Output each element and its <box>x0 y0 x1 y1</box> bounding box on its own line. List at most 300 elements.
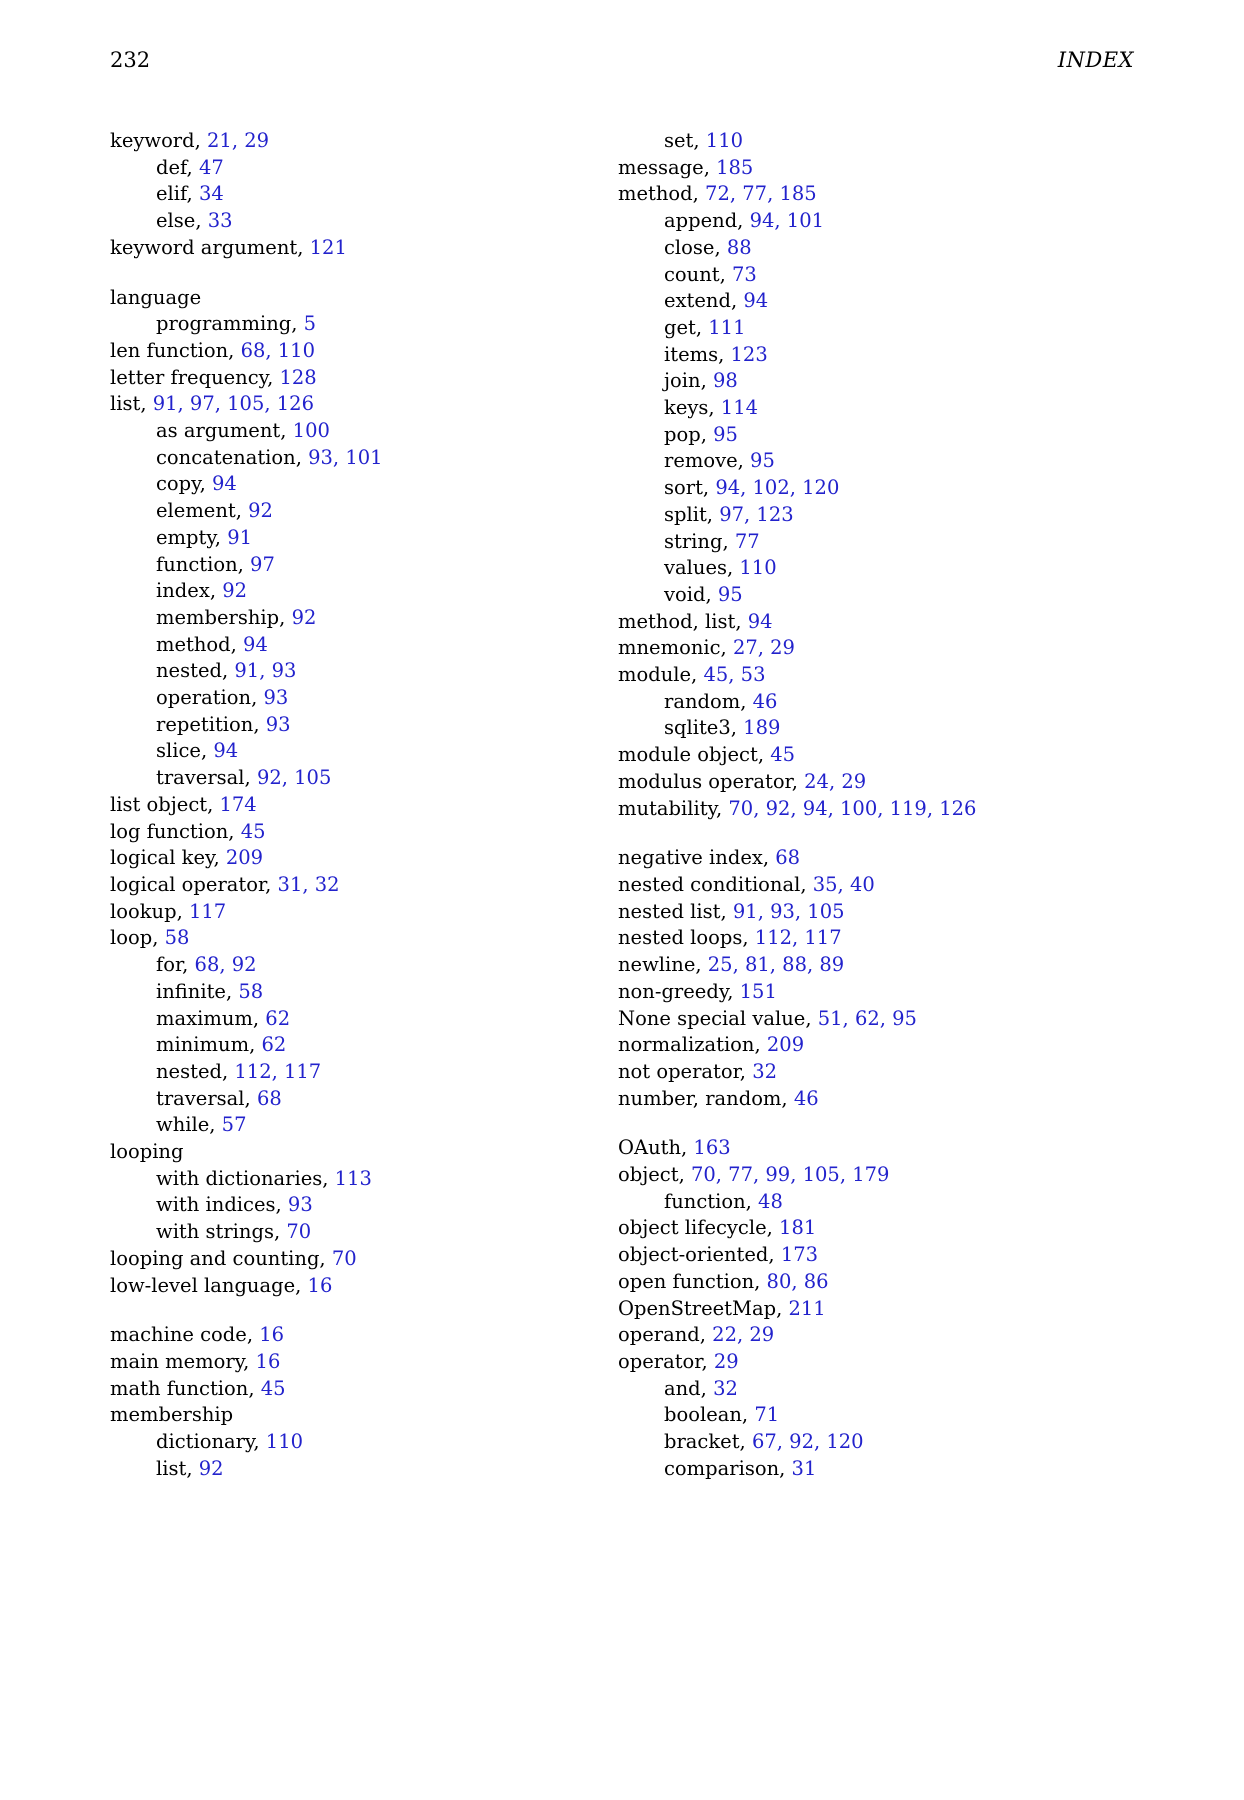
index-subentry <box>110 1112 570 1139</box>
entry-group-gap <box>110 262 570 285</box>
entry-page-numbers[interactable]: 29 <box>713 1349 739 1373</box>
entry-page-numbers[interactable]: 112, 117 <box>754 926 842 950</box>
entry-page-numbers[interactable]: 151 <box>739 979 777 1003</box>
index-subentry <box>618 582 1078 609</box>
entry-page-numbers[interactable]: 91, 93 <box>234 659 297 683</box>
entry-term: pop, <box>664 422 714 446</box>
entry-term: OpenStreetMap, <box>618 1296 789 1320</box>
index-subentry <box>618 448 1078 475</box>
entry-page-numbers[interactable]: 27, 29 <box>732 636 795 660</box>
entry-page-numbers[interactable]: 91 <box>227 525 253 549</box>
entry-page-numbers[interactable]: 5 <box>303 312 317 336</box>
entry-page-numbers[interactable]: 35, 40 <box>812 872 875 896</box>
entry-term: set, <box>664 129 706 152</box>
entry-page-numbers[interactable]: 92 <box>222 579 248 603</box>
index-entry <box>110 1246 570 1273</box>
entry-term: number, random, <box>618 1086 794 1110</box>
index-subentry <box>110 471 570 498</box>
index-entry <box>110 235 570 262</box>
entry-term: method, <box>618 182 706 206</box>
entry-term: non-greedy, <box>618 979 740 1003</box>
entry-term: with strings, <box>156 1220 287 1244</box>
entry-term: module object, <box>618 743 771 767</box>
index-subentry <box>618 1402 1078 1429</box>
entry-page-numbers[interactable]: 32 <box>752 1059 778 1083</box>
entry-term: sqlite3, <box>664 716 744 740</box>
entry-page-numbers[interactable]: 113 <box>334 1166 372 1190</box>
entry-page-numbers[interactable]: 93 <box>287 1193 313 1217</box>
entry-term: as argument, <box>156 419 293 443</box>
entry-term: elif, <box>156 182 199 206</box>
index-entry <box>618 925 1078 952</box>
entry-term: nested, <box>156 659 235 683</box>
index-subentry <box>618 502 1078 529</box>
entry-term: index, <box>156 579 223 603</box>
index-entry <box>110 391 570 418</box>
index-entry <box>618 155 1078 182</box>
index-entry <box>110 1273 570 1300</box>
entry-term: logical key, <box>110 846 226 870</box>
entry-page-numbers[interactable]: 68 <box>775 846 801 870</box>
index-subentry <box>110 952 570 979</box>
entry-term: comparison, <box>664 1456 792 1480</box>
entry-term: keyword argument, <box>110 235 310 259</box>
entry-term: dictionary, <box>156 1430 266 1454</box>
index-subentry <box>110 1059 570 1086</box>
entry-term: close, <box>664 235 727 259</box>
entry-page-numbers[interactable]: 62 <box>261 1033 287 1057</box>
entry-term: programming, <box>156 312 304 336</box>
entry-page-numbers[interactable]: 94, 101 <box>749 209 825 233</box>
entry-page-numbers[interactable]: 77 <box>734 529 760 553</box>
index-entry <box>110 819 570 846</box>
entry-term: loop, <box>110 926 165 950</box>
index-subentry <box>618 689 1078 716</box>
index-subentry <box>618 475 1078 502</box>
index-entry <box>618 1032 1078 1059</box>
entry-term: count, <box>664 262 733 286</box>
index-subentry <box>618 715 1078 742</box>
entry-term: function, <box>664 1189 759 1213</box>
index-subentry <box>110 1032 570 1059</box>
entry-term: function, <box>156 552 251 576</box>
entry-page-numbers[interactable]: 22, 29 <box>712 1323 775 1347</box>
index-entry <box>618 1242 1078 1269</box>
index-entry <box>110 872 570 899</box>
entry-term: log function, <box>110 819 241 843</box>
entry-term: bracket, <box>664 1430 752 1454</box>
index-subentry <box>618 315 1078 342</box>
entry-term: letter frequency, <box>110 365 280 389</box>
index-entry <box>110 1349 570 1376</box>
index-subentry <box>110 685 570 712</box>
entry-term: mnemonic, <box>618 636 733 660</box>
entry-term: nested, <box>156 1059 235 1083</box>
index-entry <box>110 1139 570 1166</box>
index-entry <box>110 792 570 819</box>
index-subentry <box>110 1192 570 1219</box>
entry-page-numbers[interactable]: 181 <box>779 1216 817 1240</box>
index-subentry <box>110 658 570 685</box>
entry-page-numbers[interactable]: 114 <box>720 396 759 420</box>
index-subentry <box>618 128 1078 155</box>
index-subentry <box>618 1189 1078 1216</box>
entry-page-numbers[interactable]: 94 <box>213 739 239 763</box>
entry-term: while, <box>156 1113 222 1137</box>
entry-term: len function, <box>110 338 241 362</box>
entry-term: boolean, <box>664 1403 755 1427</box>
index-entry <box>618 1296 1078 1323</box>
entry-page-numbers[interactable]: 72, 77, 185 <box>705 182 817 206</box>
entry-page-numbers[interactable]: 117 <box>188 899 227 923</box>
entry-page-numbers[interactable]: 94 <box>743 289 769 313</box>
index-subentry <box>110 208 570 235</box>
entry-page-numbers[interactable]: 32 <box>713 1376 738 1400</box>
entry-page-numbers[interactable]: 51, 62, 95 <box>817 1006 917 1030</box>
index-entry <box>110 1402 570 1429</box>
index-entry <box>110 899 570 926</box>
entry-term: modulus operator, <box>618 769 805 793</box>
entry-page-numbers[interactable]: 209 <box>766 1033 805 1057</box>
index-entry <box>618 662 1078 689</box>
index-subentry <box>618 1376 1078 1403</box>
entry-page-numbers[interactable]: 46 <box>793 1086 819 1110</box>
entry-term: method, <box>156 632 244 656</box>
entry-page-numbers[interactable]: 92 <box>291 605 317 629</box>
index-subentry <box>110 1086 570 1113</box>
index-subentry <box>110 738 570 765</box>
entry-page-numbers[interactable]: 209 <box>225 846 264 870</box>
entry-page-numbers[interactable]: 31 <box>791 1456 817 1480</box>
entry-page-numbers[interactable]: 16 <box>259 1323 285 1347</box>
index-entry <box>618 952 1078 979</box>
entry-page-numbers[interactable]: 163 <box>693 1136 731 1160</box>
entry-term: operation, <box>156 686 264 710</box>
entry-term: def, <box>156 155 199 179</box>
entry-page-numbers[interactable]: 94 <box>243 632 268 656</box>
index-entry <box>618 1349 1078 1376</box>
entry-page-numbers[interactable]: 48 <box>758 1189 783 1213</box>
entry-term: negative index, <box>618 846 776 870</box>
entry-term: message, <box>618 155 717 179</box>
entry-term: machine code, <box>110 1323 260 1347</box>
entry-page-numbers[interactable]: 70, 92, 94, 100, 119, 126 <box>728 796 977 820</box>
index-entry <box>618 796 1078 823</box>
index-entry <box>618 769 1078 796</box>
entry-term: extend, <box>664 289 744 313</box>
index-subentry <box>618 1429 1078 1456</box>
entry-page-numbers[interactable]: 111 <box>708 315 746 339</box>
entry-term: open function, <box>618 1269 767 1293</box>
entry-term: None special value, <box>618 1006 818 1030</box>
index-entry <box>110 338 570 365</box>
index-subentry <box>110 1006 570 1033</box>
index-entry <box>618 979 1078 1006</box>
entry-page-numbers[interactable]: 34 <box>198 182 224 206</box>
entry-term: OAuth, <box>618 1136 694 1160</box>
entry-term: looping and counting, <box>110 1246 332 1270</box>
entry-term: nested list, <box>618 899 733 923</box>
index-entry <box>618 635 1078 662</box>
index-entry <box>618 899 1078 926</box>
index-subentry <box>618 529 1078 556</box>
entry-term: main memory, <box>110 1349 256 1373</box>
entry-term: split, <box>664 502 720 526</box>
entry-term: not operator, <box>618 1059 753 1083</box>
entry-term: values, <box>664 556 740 580</box>
index-subentry <box>110 155 570 182</box>
index-entry <box>110 365 570 392</box>
entry-page-numbers[interactable]: 128 <box>279 365 317 389</box>
entry-term: membership <box>110 1403 234 1427</box>
index-subentry <box>618 235 1078 262</box>
entry-page-numbers[interactable]: 121 <box>309 235 347 259</box>
index-subentry <box>110 1219 570 1246</box>
entry-term: membership, <box>156 605 292 629</box>
entry-page-numbers[interactable]: 94 <box>747 609 773 633</box>
entry-page-numbers[interactable]: 173 <box>780 1243 819 1267</box>
entry-term: method, list, <box>618 609 748 633</box>
index-subentry <box>110 1456 570 1483</box>
index-entry <box>618 609 1078 636</box>
entry-page-numbers[interactable]: 68, 92 <box>194 953 257 977</box>
entry-page-numbers[interactable]: 123 <box>730 342 768 366</box>
entry-group-gap <box>618 1112 1078 1135</box>
entry-page-numbers[interactable]: 88 <box>726 235 752 259</box>
entry-term: else, <box>156 209 208 233</box>
index-entry <box>618 1135 1078 1162</box>
entry-page-numbers[interactable]: 100 <box>292 419 330 443</box>
page-title: INDEX <box>1057 48 1134 72</box>
entry-term: list object, <box>110 792 220 816</box>
entry-page-numbers[interactable]: 68 <box>256 1086 282 1110</box>
entry-term: element, <box>156 499 249 523</box>
entry-page-numbers[interactable]: 57 <box>221 1113 247 1137</box>
entry-term: sort, <box>664 476 716 500</box>
entry-page-numbers[interactable]: 110 <box>265 1430 304 1454</box>
entry-page-numbers[interactable]: 92 <box>198 1456 224 1480</box>
index-entry <box>110 845 570 872</box>
index-subentry <box>110 498 570 525</box>
index-subentry <box>618 368 1078 395</box>
entry-term: low-level language, <box>110 1273 308 1297</box>
index-entry <box>110 1322 570 1349</box>
index-subentry <box>618 395 1078 422</box>
entry-page-numbers[interactable]: 80, 86 <box>766 1269 829 1293</box>
entry-page-numbers[interactable]: 97 <box>250 552 275 576</box>
entry-page-numbers[interactable]: 95 <box>713 422 738 446</box>
index-subentry <box>110 1166 570 1193</box>
index-entry <box>618 1215 1078 1242</box>
index-entry <box>618 872 1078 899</box>
index-subentry <box>110 1429 570 1456</box>
page-header <box>110 48 1134 72</box>
entry-page-numbers[interactable]: 70 <box>286 1220 312 1244</box>
entry-term: copy, <box>156 472 212 496</box>
entry-page-numbers[interactable]: 45 <box>240 819 266 843</box>
index-column-left <box>110 128 570 1482</box>
index-subentry <box>110 632 570 659</box>
entry-term: language <box>110 285 202 309</box>
entry-term: looping <box>110 1140 184 1164</box>
entry-term: object-oriented, <box>618 1243 781 1267</box>
entry-term: random, <box>664 689 753 713</box>
entry-page-numbers[interactable]: 21, 29 <box>207 129 270 152</box>
entry-group-gap <box>110 1299 570 1322</box>
entry-term: traversal, <box>156 1086 257 1110</box>
entry-term: empty, <box>156 525 228 549</box>
index-entry <box>110 1376 570 1403</box>
entry-term: keyword, <box>110 129 208 152</box>
entry-term: infinite, <box>156 979 239 1003</box>
entry-term: maximum, <box>156 1006 266 1030</box>
entry-term: items, <box>664 342 731 366</box>
entry-term: with indices, <box>156 1193 288 1217</box>
index-entry <box>618 1086 1078 1113</box>
page-number: 232 <box>110 48 151 72</box>
index-entry <box>618 1059 1078 1086</box>
entry-term: for, <box>156 953 195 977</box>
entry-page-numbers[interactable]: 67, 92, 120 <box>751 1430 864 1454</box>
entry-page-numbers[interactable]: 46 <box>752 689 778 713</box>
index-entry <box>110 128 570 155</box>
entry-page-numbers[interactable]: 95 <box>717 582 743 606</box>
entry-term: get, <box>664 315 709 339</box>
entry-term: object lifecycle, <box>618 1216 780 1240</box>
entry-page-numbers[interactable]: 45 <box>770 743 796 767</box>
index-subentry <box>110 311 570 338</box>
entry-page-numbers[interactable]: 45 <box>260 1376 286 1400</box>
index-subentry <box>110 552 570 579</box>
entry-page-numbers[interactable]: 93, 101 <box>308 445 383 469</box>
index-entry <box>618 845 1078 872</box>
entry-term: nested conditional, <box>618 872 813 896</box>
entry-page-numbers[interactable]: 73 <box>732 262 757 286</box>
entry-page-numbers[interactable]: 70 <box>331 1246 357 1270</box>
entry-term: traversal, <box>156 766 257 790</box>
index-subentry <box>110 445 570 472</box>
entry-term: nested loops, <box>618 926 755 950</box>
entry-term: minimum, <box>156 1033 262 1057</box>
index-subentry <box>110 765 570 792</box>
index-entry <box>618 742 1078 769</box>
index-subentry <box>110 712 570 739</box>
entry-term: object, <box>618 1163 691 1187</box>
entry-page-numbers[interactable]: 45, 53 <box>703 663 766 687</box>
entry-page-numbers[interactable]: 33 <box>207 209 233 233</box>
index-subentry <box>110 979 570 1006</box>
entry-page-numbers[interactable]: 185 <box>716 155 754 179</box>
entry-page-numbers[interactable]: 58 <box>164 926 190 950</box>
entry-page-numbers[interactable]: 95 <box>750 449 775 473</box>
entry-page-numbers[interactable]: 31, 32 <box>277 872 340 896</box>
entry-page-numbers[interactable]: 47 <box>198 155 224 179</box>
entry-term: void, <box>664 582 718 606</box>
entry-page-numbers[interactable]: 110 <box>705 129 744 152</box>
index-entry <box>618 1162 1078 1189</box>
index-subentry <box>110 181 570 208</box>
entry-page-numbers[interactable]: 189 <box>743 716 781 740</box>
entry-term: newline, <box>618 953 708 977</box>
entry-term: logical operator, <box>110 872 278 896</box>
entry-page-numbers[interactable]: 25, 81, 88, 89 <box>707 953 845 977</box>
entry-term: slice, <box>156 739 214 763</box>
entry-page-numbers[interactable]: 94 <box>211 472 237 496</box>
index-entry <box>618 1006 1078 1033</box>
entry-page-numbers[interactable]: 112, 117 <box>234 1059 322 1083</box>
entry-page-numbers[interactable]: 174 <box>219 792 257 816</box>
entry-page-numbers[interactable]: 70, 77, 99, 105, 179 <box>690 1163 890 1187</box>
entry-term: concatenation, <box>156 445 309 469</box>
entry-group-gap <box>618 822 1078 845</box>
entry-term: with dictionaries, <box>156 1166 335 1190</box>
entry-term: operator, <box>618 1349 714 1373</box>
entry-page-numbers[interactable]: 16 <box>255 1349 281 1373</box>
index-subentry <box>110 578 570 605</box>
entry-page-numbers[interactable]: 71 <box>754 1403 780 1427</box>
entry-term: normalization, <box>618 1033 767 1057</box>
index-entry <box>618 1322 1078 1349</box>
index-subentry <box>618 555 1078 582</box>
entry-page-numbers[interactable]: 93 <box>263 686 289 710</box>
entry-page-numbers[interactable]: 91, 93, 105 <box>732 899 845 923</box>
entry-page-numbers[interactable]: 24, 29 <box>804 769 867 793</box>
index-subentry <box>110 605 570 632</box>
entry-page-numbers[interactable]: 16 <box>307 1273 333 1297</box>
entry-page-numbers[interactable]: 110 <box>739 556 777 580</box>
index-subentry <box>618 262 1078 289</box>
entry-term: lookup, <box>110 899 189 923</box>
entry-page-numbers[interactable]: 97, 123 <box>719 502 794 526</box>
entry-page-numbers[interactable]: 92, 105 <box>256 766 332 790</box>
entry-term: math function, <box>110 1376 261 1400</box>
entry-term: remove, <box>664 449 751 473</box>
index-subentry <box>110 525 570 552</box>
index-entry <box>110 925 570 952</box>
index-subentry <box>618 422 1078 449</box>
entry-term: list, <box>156 1456 199 1480</box>
entry-term: and, <box>664 1376 714 1400</box>
entry-term: string, <box>664 529 735 553</box>
entry-term: join, <box>664 369 713 393</box>
index-entry <box>618 1269 1078 1296</box>
entry-page-numbers[interactable]: 58 <box>238 979 264 1003</box>
entry-page-numbers[interactable]: 62 <box>265 1006 291 1030</box>
index-subentry <box>618 288 1078 315</box>
entry-term: keys, <box>664 396 721 420</box>
index-entry <box>110 285 570 312</box>
index-column-right <box>618 128 1078 1482</box>
entry-term: list, <box>110 392 153 416</box>
entry-page-numbers[interactable]: 211 <box>788 1296 826 1320</box>
entry-page-numbers[interactable]: 98 <box>712 369 738 393</box>
entry-page-numbers[interactable]: 91, 97, 105, 126 <box>152 392 314 416</box>
index-subentry <box>618 208 1078 235</box>
entry-term: repetition, <box>156 712 266 736</box>
entry-page-numbers[interactable]: 94, 102, 120 <box>715 476 840 500</box>
index-subentry <box>618 1456 1078 1483</box>
entry-page-numbers[interactable]: 68, 110 <box>240 338 315 362</box>
index-subentry <box>110 418 570 445</box>
entry-term: mutability, <box>618 796 729 820</box>
entry-term: module, <box>618 663 704 687</box>
index-entry <box>618 181 1078 208</box>
index-columns <box>110 128 1134 1482</box>
entry-page-numbers[interactable]: 92 <box>248 499 273 523</box>
entry-page-numbers[interactable]: 93 <box>265 712 291 736</box>
index-subentry <box>618 342 1078 369</box>
entry-term: operand, <box>618 1323 713 1347</box>
